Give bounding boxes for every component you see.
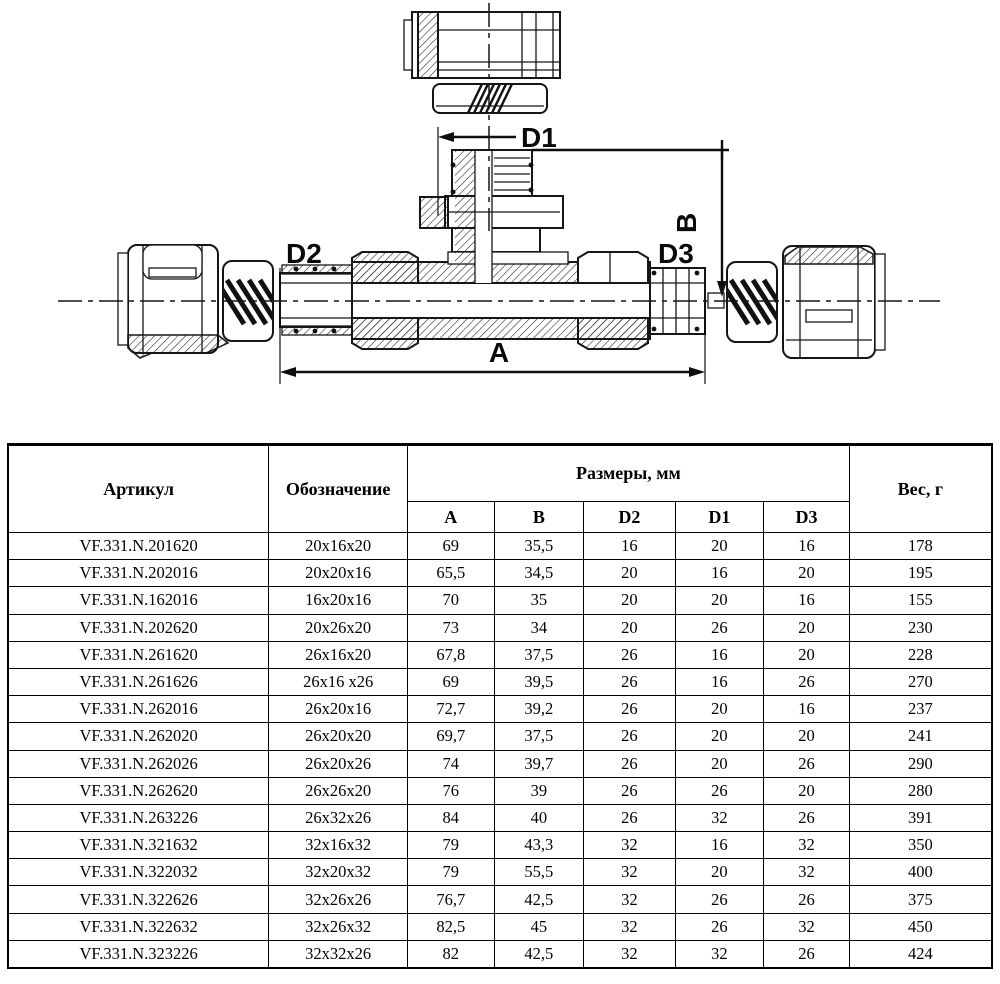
table-row [8,614,992,641]
table-row [8,696,992,723]
cell-article: VF.331.N.263226 [8,804,269,831]
cell-d2: 16 [584,533,676,560]
cell-designation: 26x20x20 [269,723,408,750]
cell-d1: 26 [675,777,764,804]
cell-d2: 32 [584,913,676,940]
cell-d1: 20 [675,533,764,560]
cell-b: 34,5 [494,560,584,587]
cell-article: VF.331.N.322632 [8,913,269,940]
cell-article: VF.331.N.261620 [8,641,269,668]
cell-designation: 16x20x16 [269,587,408,614]
table-row [8,587,992,614]
col-header-article: Артикул [8,445,269,533]
table-row [8,859,992,886]
col-header-d1: D1 [675,502,764,533]
cell-designation: 26x20x16 [269,696,408,723]
cell-a: 70 [408,587,495,614]
cell-d3: 26 [764,668,850,695]
col-header-d3: D3 [764,502,850,533]
cell-d2: 32 [584,832,676,859]
cell-article: VF.331.N.261626 [8,668,269,695]
table-row [8,804,992,831]
cell-a: 69,7 [408,723,495,750]
cell-a: 82,5 [408,913,495,940]
cell-d3: 26 [764,940,850,968]
cell-d3: 26 [764,886,850,913]
cell-d1: 26 [675,886,764,913]
table-row [8,668,992,695]
cell-d1: 32 [675,804,764,831]
cell-designation: 20x26x20 [269,614,408,641]
cell-d2: 26 [584,723,676,750]
cell-d3: 32 [764,832,850,859]
cell-d2: 32 [584,940,676,968]
col-header-a: A [408,502,495,533]
cell-d2: 26 [584,668,676,695]
cell-weight: 424 [849,940,992,968]
cell-a: 84 [408,804,495,831]
table-row [8,750,992,777]
technical-drawing [0,0,1000,441]
col-header-d2: D2 [584,502,676,533]
cell-b: 42,5 [494,940,584,968]
cell-d1: 20 [675,587,764,614]
cell-d2: 26 [584,804,676,831]
cell-d2: 32 [584,886,676,913]
cell-weight: 400 [849,859,992,886]
cell-d3: 20 [764,723,850,750]
cell-d1: 20 [675,859,764,886]
table-row [8,913,992,940]
cell-a: 72,7 [408,696,495,723]
cell-d2: 26 [584,641,676,668]
cell-b: 39 [494,777,584,804]
cell-article: VF.331.N.262026 [8,750,269,777]
cell-b: 37,5 [494,723,584,750]
cell-a: 69 [408,533,495,560]
cell-d3: 16 [764,533,850,560]
right-nut [783,246,885,358]
label-d3: D3 [658,238,694,269]
cell-a: 73 [408,614,495,641]
cell-a: 76,7 [408,886,495,913]
cell-b: 40 [494,804,584,831]
fitting-geometry [58,3,940,384]
cell-d3: 26 [764,750,850,777]
cell-d1: 32 [675,940,764,968]
cell-designation: 20x16x20 [269,533,408,560]
cell-d3: 20 [764,777,850,804]
cell-b: 39,5 [494,668,584,695]
cell-article: VF.331.N.321632 [8,832,269,859]
cell-d1: 20 [675,750,764,777]
top-ferrule [433,84,547,113]
cell-article: VF.331.N.202016 [8,560,269,587]
cell-designation: 26x20x26 [269,750,408,777]
label-d1: D1 [521,122,557,153]
cell-weight: 230 [849,614,992,641]
cell-designation: 26x16x20 [269,641,408,668]
cell-d3: 20 [764,614,850,641]
cell-weight: 270 [849,668,992,695]
tee-fitting-section-drawing [0,0,1000,441]
cell-d1: 16 [675,668,764,695]
cell-b: 55,5 [494,859,584,886]
cell-weight: 450 [849,913,992,940]
cell-d1: 26 [675,614,764,641]
cell-weight: 228 [849,641,992,668]
cell-d2: 26 [584,777,676,804]
table-row [8,777,992,804]
cell-designation: 26x26x20 [269,777,408,804]
label-d2: D2 [286,238,322,269]
cell-b: 42,5 [494,886,584,913]
cell-d3: 16 [764,696,850,723]
table-row [8,886,992,913]
cell-article: VF.331.N.322032 [8,859,269,886]
cell-b: 37,5 [494,641,584,668]
cell-d2: 32 [584,859,676,886]
cell-article: VF.331.N.202620 [8,614,269,641]
col-header-dimensions-group: Размеры, мм [408,445,850,502]
col-header-designation: Обозначение [269,445,408,533]
table-row [8,832,992,859]
cell-b: 35,5 [494,533,584,560]
cell-article: VF.331.N.162016 [8,587,269,614]
cell-d1: 16 [675,641,764,668]
cell-d3: 32 [764,859,850,886]
cell-designation: 32x20x32 [269,859,408,886]
cell-b: 35 [494,587,584,614]
spec-table-header [8,445,992,533]
cell-designation: 32x26x32 [269,913,408,940]
cell-d1: 20 [675,696,764,723]
col-header-weight: Вес, г [849,445,992,533]
cell-b: 43,3 [494,832,584,859]
cell-article: VF.331.N.322626 [8,886,269,913]
cell-b: 39,7 [494,750,584,777]
cell-designation: 26x32x26 [269,804,408,831]
spec-table-body [8,533,992,969]
cell-article: VF.331.N.262620 [8,777,269,804]
cell-article: VF.331.N.201620 [8,533,269,560]
right-ferrule [720,262,792,342]
cell-weight: 375 [849,886,992,913]
cell-b: 34 [494,614,584,641]
cell-d2: 20 [584,587,676,614]
cell-weight: 280 [849,777,992,804]
cell-d1: 26 [675,913,764,940]
cell-d3: 16 [764,587,850,614]
cell-a: 67,8 [408,641,495,668]
cell-b: 45 [494,913,584,940]
table-row [8,533,992,560]
cell-designation: 32x26x26 [269,886,408,913]
cell-d3: 26 [764,804,850,831]
label-b: B [671,212,702,233]
cell-d3: 20 [764,560,850,587]
cell-weight: 391 [849,804,992,831]
cell-b: 39,2 [494,696,584,723]
spec-table [7,443,993,969]
cell-designation: 26x16 x26 [269,668,408,695]
top-nut [404,12,560,78]
col-header-b: B [494,502,584,533]
cell-a: 69 [408,668,495,695]
cell-a: 79 [408,832,495,859]
cell-a: 82 [408,940,495,968]
label-a: A [488,337,510,368]
table-row [8,723,992,750]
cell-a: 76 [408,777,495,804]
cell-d3: 32 [764,913,850,940]
cell-designation: 20x20x16 [269,560,408,587]
cell-d2: 20 [584,560,676,587]
cell-article: VF.331.N.262016 [8,696,269,723]
cell-article: VF.331.N.262020 [8,723,269,750]
cell-article: VF.331.N.323226 [8,940,269,968]
cell-a: 79 [408,859,495,886]
cell-a: 74 [408,750,495,777]
cell-a: 65,5 [408,560,495,587]
cell-d1: 20 [675,723,764,750]
cell-designation: 32x32x26 [269,940,408,968]
table-row [8,641,992,668]
cell-designation: 32x16x32 [269,832,408,859]
table-row [8,940,992,968]
cell-weight: 290 [849,750,992,777]
cell-weight: 241 [849,723,992,750]
cell-d2: 26 [584,750,676,777]
cell-weight: 237 [849,696,992,723]
cell-d1: 16 [675,560,764,587]
cell-d2: 26 [584,696,676,723]
cell-weight: 155 [849,587,992,614]
cell-d2: 20 [584,614,676,641]
table-row [8,560,992,587]
cell-d3: 20 [764,641,850,668]
cell-d1: 16 [675,832,764,859]
cell-weight: 195 [849,560,992,587]
cell-weight: 178 [849,533,992,560]
cell-weight: 350 [849,832,992,859]
